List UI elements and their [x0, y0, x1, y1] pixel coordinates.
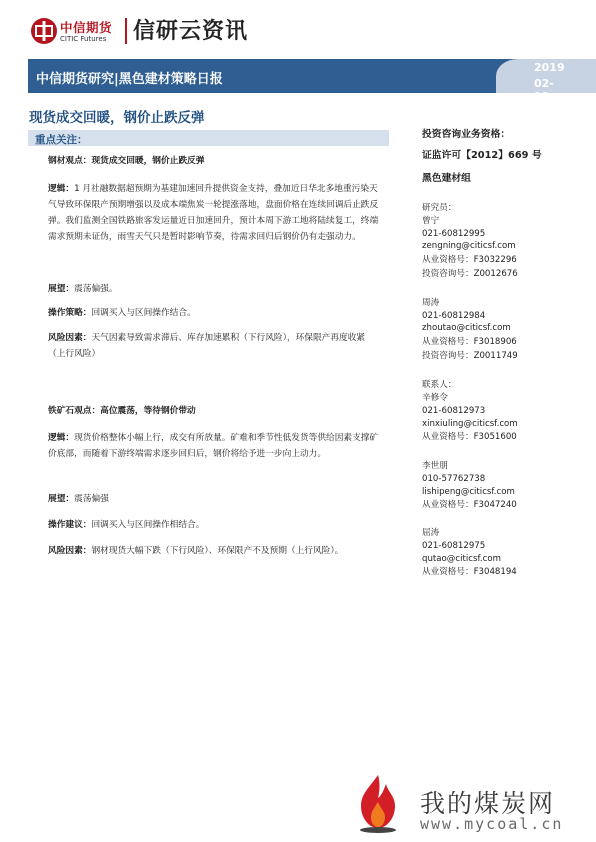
contact-phone: 010-57762738 — [422, 474, 486, 484]
ore-outlook-text: 震荡偏强 — [74, 494, 109, 504]
contact-license: 从业资格号：F3048194 — [422, 567, 517, 577]
researcher-name: 曾宁 — [422, 216, 440, 226]
steel-outlook-label: 展望： — [48, 284, 75, 294]
report-band — [28, 59, 565, 103]
ore-logic-text: 现货价格整体小幅上行，成交有所放量。矿难和季节性低发货等供给因素支撑矿价底部，而随着下游终端需求逐步回归后，钢价将给予进一步向上动力。 — [48, 433, 379, 459]
ore-suggestion-text: 回调买入与区间操作相结合。 — [91, 520, 205, 530]
citic-logo-icon — [30, 17, 58, 45]
contact-name: 屈涛 — [422, 528, 440, 538]
steel-risk-text: 天气因素导致需求滞后、库存加速累积（下行风险），环保限产再度收紧（上行风险） — [48, 333, 366, 359]
researcher-advisory-id: 投资咨询号：Z0011749 — [422, 351, 518, 361]
company-name-cn: 中信期货 — [60, 20, 113, 35]
contact-email[interactable]: xinxiuling@citicsf.com — [422, 419, 518, 429]
ore-suggestion — [48, 517, 382, 533]
report-series-title: 中信期货研究|黑色建材策略日报 — [36, 72, 223, 87]
ore-view-text: 高位震荡，等待钢价带动 — [100, 406, 196, 416]
researcher-phone: 021-60812984 — [422, 311, 486, 321]
watermark-url[interactable]: www.mycoal.cn — [420, 815, 564, 833]
contact-email[interactable]: qutao@citicsf.com — [422, 554, 501, 564]
ore-suggestion-label: 操作建议： — [48, 520, 92, 530]
ore-logic-label: 逻辑： — [48, 433, 75, 443]
steel-risk-label: 风险因素： — [48, 333, 92, 343]
researcher-license: 从业资格号：F3018906 — [422, 337, 517, 347]
researcher-name: 周涛 — [422, 298, 440, 308]
steel-view-text: 现货成交回暖，钢价止跌反弹 — [91, 156, 205, 166]
license-number: 证监许可【2012】669 号 — [422, 150, 542, 161]
researcher-license: 从业资格号：F3032296 — [422, 255, 517, 265]
contact-license: 从业资格号：F3051600 — [422, 432, 517, 442]
report-year: 2019 — [534, 61, 565, 74]
contact-license: 从业资格号：F3047240 — [422, 500, 517, 510]
contact-phone: 021-60812973 — [422, 406, 486, 416]
researcher-advisory-id: 投资咨询号：Z0012676 — [422, 269, 518, 279]
steel-logic-label: 逻辑： — [48, 184, 75, 194]
qualification-title: 投资咨询业务资格： — [422, 129, 511, 140]
contacts-title: 联系人： — [422, 380, 457, 390]
flame-watermark-icon — [347, 772, 409, 834]
steel-outlook-text: 震荡偏强。 — [74, 284, 118, 294]
contact-name: 辛修令 — [422, 393, 448, 403]
researchers-title: 研究员： — [422, 203, 457, 213]
steel-strategy-label: 操作策略： — [48, 308, 92, 318]
report-date: 02-19 — [534, 77, 554, 103]
contact-name: 李世朋 — [422, 461, 448, 471]
steel-outlook — [48, 281, 382, 297]
ore-view-label: 铁矿石观点： — [48, 406, 101, 416]
researcher-email[interactable]: zhoutao@citicsf.com — [422, 323, 511, 333]
headline: 现货成交回暖，钢价止跌反弹 — [29, 110, 205, 126]
steel-logic-text: 1 月社融数据超预期为基建加速回升提供资金支持，叠加近日华北多地重污染天气导致环保限产预期增强以及成本端焦炭一轮提涨落地，盘面价格在连续回调后止跌反弹。我们监测全国铁路旅客发运量近日加速回升，预计本周下游工地将陆续复工，终端需求预期未证伪，雨雪天气只是暂时影响节奏，待需求回归后钢价仍有走强动力。 — [48, 184, 379, 242]
watermark-site-name: 我的煤炭网 — [420, 789, 556, 818]
publication-title: 信研云资讯 — [133, 19, 249, 44]
research-group: 黑色建材组 — [422, 173, 471, 184]
researcher-phone: 021-60812995 — [422, 229, 486, 239]
company-name-en: CITIC Futures — [60, 35, 107, 43]
ore-view — [48, 403, 382, 419]
section-title: 重点关注： — [35, 134, 88, 146]
ore-risk — [48, 543, 382, 559]
logo-divider — [125, 18, 127, 44]
ore-outlook-label: 展望： — [48, 494, 75, 504]
ore-logic — [48, 430, 382, 462]
steel-risk — [48, 330, 382, 362]
steel-view — [48, 153, 382, 169]
contact-email[interactable]: lishipeng@citicsf.com — [422, 487, 515, 497]
ore-risk-text: 钢材现货大幅下跌（下行风险）、环保限产不及预期（上行风险）。 — [91, 546, 344, 556]
contact-phone: 021-60812975 — [422, 541, 486, 551]
ore-risk-label: 风险因素： — [48, 546, 92, 556]
steel-logic — [48, 181, 382, 245]
steel-view-label: 钢材观点： — [48, 156, 92, 166]
researcher-email[interactable]: zengning@citicsf.com — [422, 241, 516, 251]
steel-strategy-text: 回调买入与区间操作结合。 — [91, 308, 196, 318]
steel-strategy — [48, 305, 382, 321]
ore-outlook — [48, 491, 382, 507]
